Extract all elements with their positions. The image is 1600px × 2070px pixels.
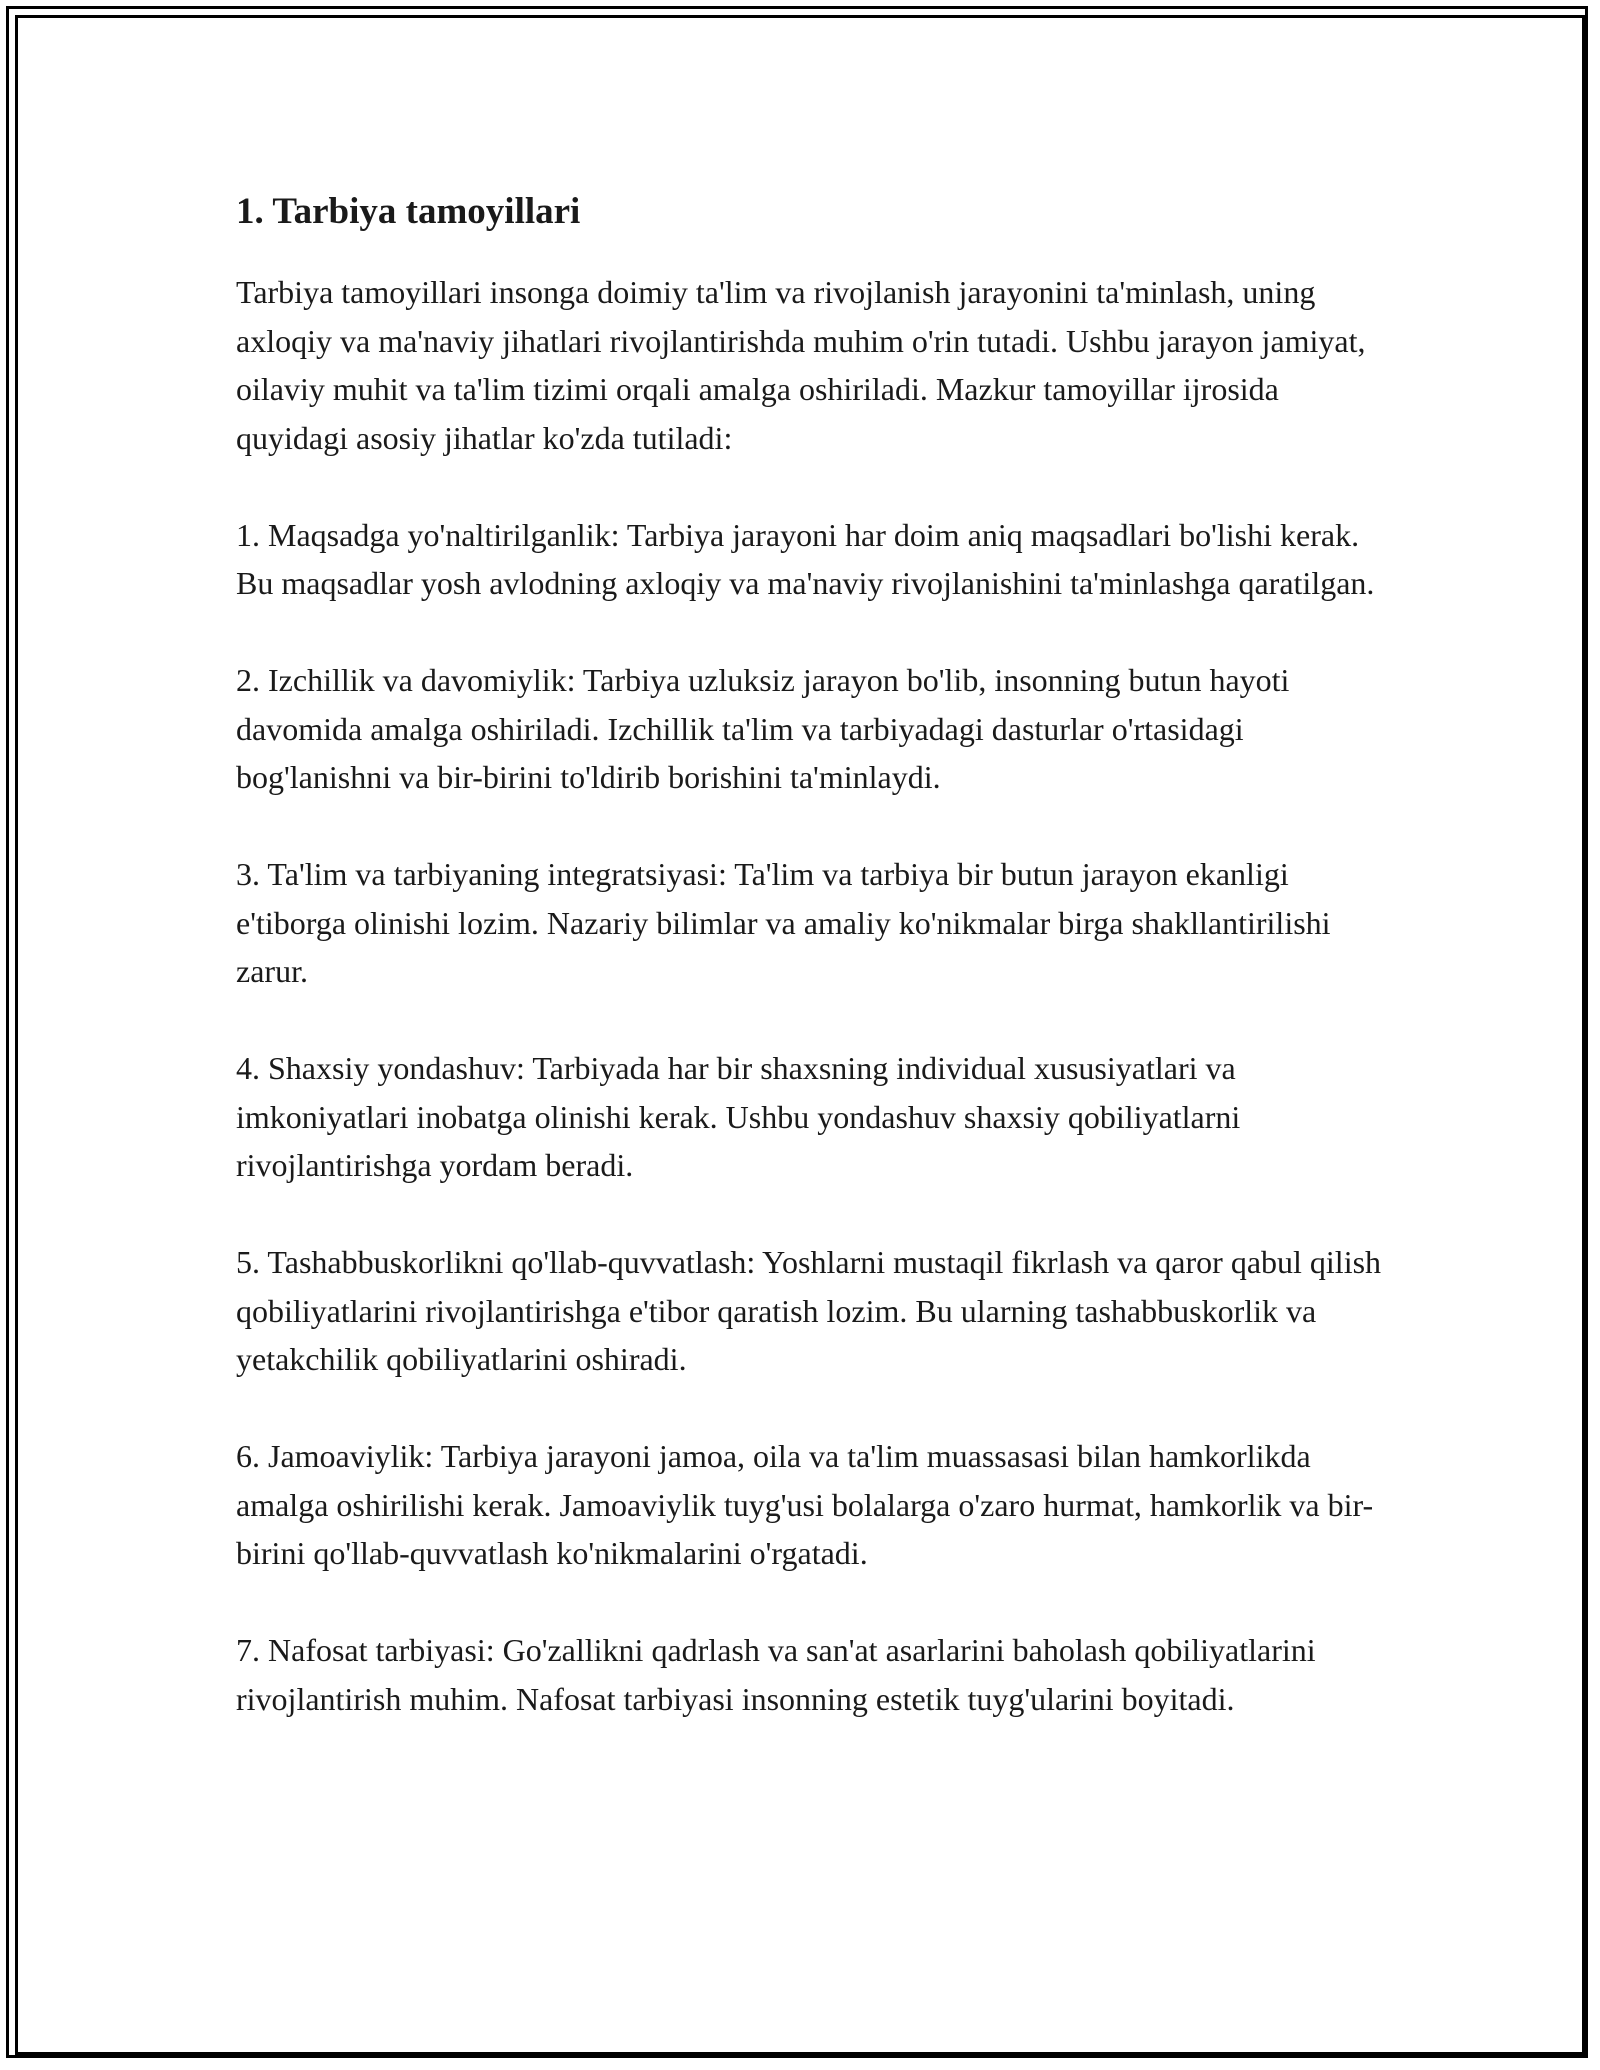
list-item: 1. Maqsadga yo'naltirilganlik: Tarbiya jarayoni har doim aniq maqsadlari bo'lishi kerak. Bu maqsadlar yosh avlodning axloqiy va ma'naviy rivojlanishini ta'minlashga qaratilgan.	[236, 516, 1375, 602]
list-item: 2. Izchillik va davomiylik: Tarbiya uzluksiz jarayon bo'lib, insonning butun hayoti davomida amalga oshiriladi. Izchillik ta'lim va tarbiyadagi dasturlar o'rtasidagi bog'lanishni va bir-birini to'ldirib borishini ta'minlaydi.	[236, 662, 1290, 796]
list-item: 7. Nafosat tarbiyasi: Go'zallikni qadrlash va san'at asarlarini baholash qobiliyatlarini rivojlantirish muhim. Nafosat tarbiyasi insonning estetik tuyg'ularini boyitadi.	[236, 1632, 1316, 1717]
list-item: 6. Jamoaviylik: Tarbiya jarayoni jamoa, oila va ta'lim muassasasi bilan hamkorlikda amalga oshirilishi kerak. Jamoaviylik tuyg'usi bolalarga o'zaro hurmat, hamkorlik va bir-birini qo'llab-quvvatlash ko'nikmalarini o'rgatadi.	[236, 1438, 1374, 1572]
document-body	[236, 188, 1396, 1772]
document-title: 1. Tarbiya tamoyillari	[236, 191, 581, 232]
list-item: 5. Tashabbuskorlikni qo'llab-quvvatlash: Yoshlarni mustaqil fikrlash va qaror qabul qilish qobiliyatlarini rivojlantirishga e'tibor qaratish lozim. Bu ularning tashabbuskorlik va yetakchilik qobiliyatlarini oshiradi.	[236, 1244, 1382, 1378]
intro-paragraph: Tarbiya tamoyillari insonga doimiy ta'lim va rivojlanish jarayonini ta'minlash, uning axloqiy va ma'naviy jihatlari rivojlantirishda muhim o'rin tutadi. Ushbu jarayon jamiyat, oilaviy muhit va ta'lim tizimi orqali amalga oshiriladi. Mazkur tamoyillar ijrosida quyidagi asosiy jihatlar ko'zda tutiladi:	[236, 274, 1366, 456]
list-item: 4. Shaxsiy yondashuv: Tarbiyada har bir shaxsning individual xususiyatlari va imkoniyatlari inobatga olinishi kerak. Ushbu yondashuv shaxsiy qobiliyatlarni rivojlantirishga yordam beradi.	[236, 1050, 1241, 1184]
list-item: 3. Ta'lim va tarbiyaning integratsiyasi: Ta'lim va tarbiya bir butun jarayon ekanligi e'tiborga olinishi lozim. Nazariy bilimlar va amaliy ko'nikmalar birga shakllantirilishi zarur.	[236, 856, 1331, 990]
